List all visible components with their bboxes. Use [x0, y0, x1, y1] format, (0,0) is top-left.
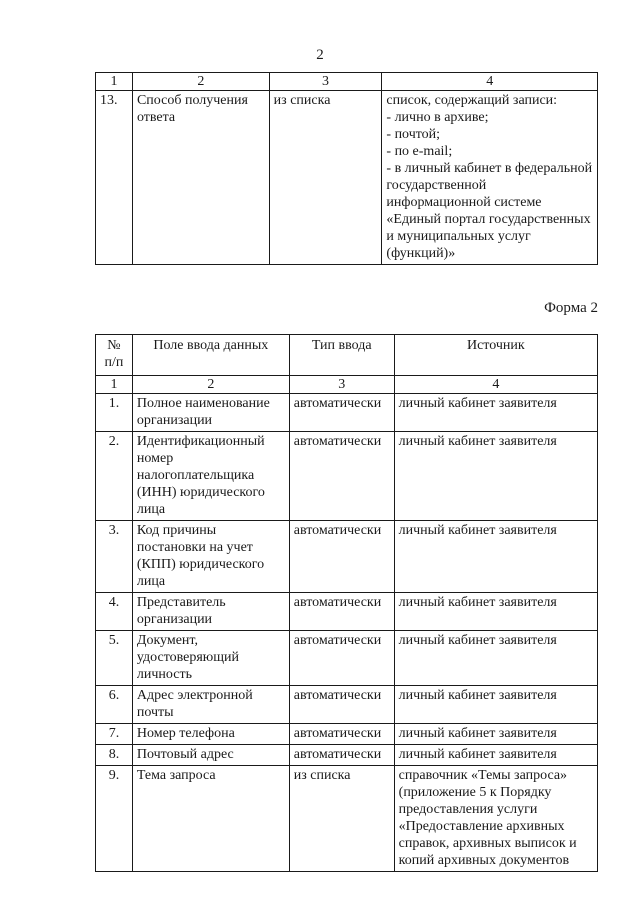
field-name: Представитель организации [132, 593, 289, 631]
row-number: 9. [96, 766, 133, 872]
source: личный кабинет заявителя [394, 745, 597, 766]
input-type: автоматически [289, 724, 394, 745]
source: личный кабинет заявителя [394, 432, 597, 521]
row-number: 7. [96, 724, 133, 745]
row-number: 4. [96, 593, 133, 631]
input-type: автоматически [289, 432, 394, 521]
input-type: автоматически [289, 593, 394, 631]
table-row [96, 394, 598, 432]
table-continuation [95, 72, 598, 265]
col-number: 1 [96, 376, 133, 394]
col-number: 2 [132, 73, 269, 91]
col-number: 4 [394, 376, 597, 394]
column-number-row [96, 376, 598, 394]
form-2-table [95, 334, 598, 872]
header-type: Тип ввода [289, 335, 394, 376]
source: личный кабинет заявителя [394, 724, 597, 745]
field-name: Адрес электронной почты [132, 686, 289, 724]
table-row [96, 521, 598, 593]
field-name: Номер телефона [132, 724, 289, 745]
header-source: Источник [394, 335, 597, 376]
table-row [96, 724, 598, 745]
field-name: Код причины постановки на учет (КПП) юридического лица [132, 521, 289, 593]
table-row [96, 686, 598, 724]
input-type: автоматически [289, 686, 394, 724]
field-name: Тема запроса [132, 766, 289, 872]
input-type: из списка [289, 766, 394, 872]
input-type: автоматически [289, 394, 394, 432]
column-number-row [96, 73, 598, 91]
source: личный кабинет заявителя [394, 631, 597, 686]
source: личный кабинет заявителя [394, 593, 597, 631]
source-line: - почтой; [386, 127, 441, 142]
row-number: 2. [96, 432, 133, 521]
col-number: 4 [382, 73, 598, 91]
row-number: 8. [96, 745, 133, 766]
col-number: 1 [96, 73, 133, 91]
table-row [96, 745, 598, 766]
source-line: список, содержащий записи: [386, 93, 558, 108]
table-row [96, 432, 598, 521]
page-number: 2 [316, 47, 324, 63]
col-number: 2 [132, 376, 289, 394]
field-name: Идентификационный номер налогоплательщика (ИНН) юридического лица [132, 432, 289, 521]
header-row [96, 335, 598, 376]
field-name: Документ, удостоверяющий личность [132, 631, 289, 686]
source: справочник «Темы запроса» (приложение 5 к Порядку предоставления услуги «Предоставление архивных справок, архивных выписок и копий архивных документов [394, 766, 597, 872]
col-number: 3 [269, 73, 382, 91]
field-name: Способ получения ответа [132, 91, 269, 265]
field-name: Полное наименование организации [132, 394, 289, 432]
row-number: 3. [96, 521, 133, 593]
source: личный кабинет заявителя [394, 394, 597, 432]
table-row [96, 593, 598, 631]
table-row [96, 766, 598, 872]
row-number: 1. [96, 394, 133, 432]
header-number: № п/п [96, 335, 133, 376]
input-type: автоматически [289, 521, 394, 593]
row-number: 13. [96, 91, 133, 265]
form-label: Форма 2 [544, 300, 598, 316]
input-type: из списка [269, 91, 382, 265]
header-field: Поле ввода данных [132, 335, 289, 376]
col-number: 3 [289, 376, 394, 394]
input-type: автоматически [289, 631, 394, 686]
source-line: - по e-mail; [386, 144, 453, 159]
source-list [382, 91, 598, 265]
row-number: 5. [96, 631, 133, 686]
table-row [96, 631, 598, 686]
table-row [96, 91, 598, 265]
source: личный кабинет заявителя [394, 521, 597, 593]
input-type: автоматически [289, 745, 394, 766]
field-name: Почтовый адрес [132, 745, 289, 766]
row-number: 6. [96, 686, 133, 724]
source: личный кабинет заявителя [394, 686, 597, 724]
source-line: - лично в архиве; [386, 110, 489, 125]
source-line: - в личный кабинет в федеральной государственной информационной системе «Единый портал государственных и муниципальных услуг (функций)» [386, 161, 593, 261]
